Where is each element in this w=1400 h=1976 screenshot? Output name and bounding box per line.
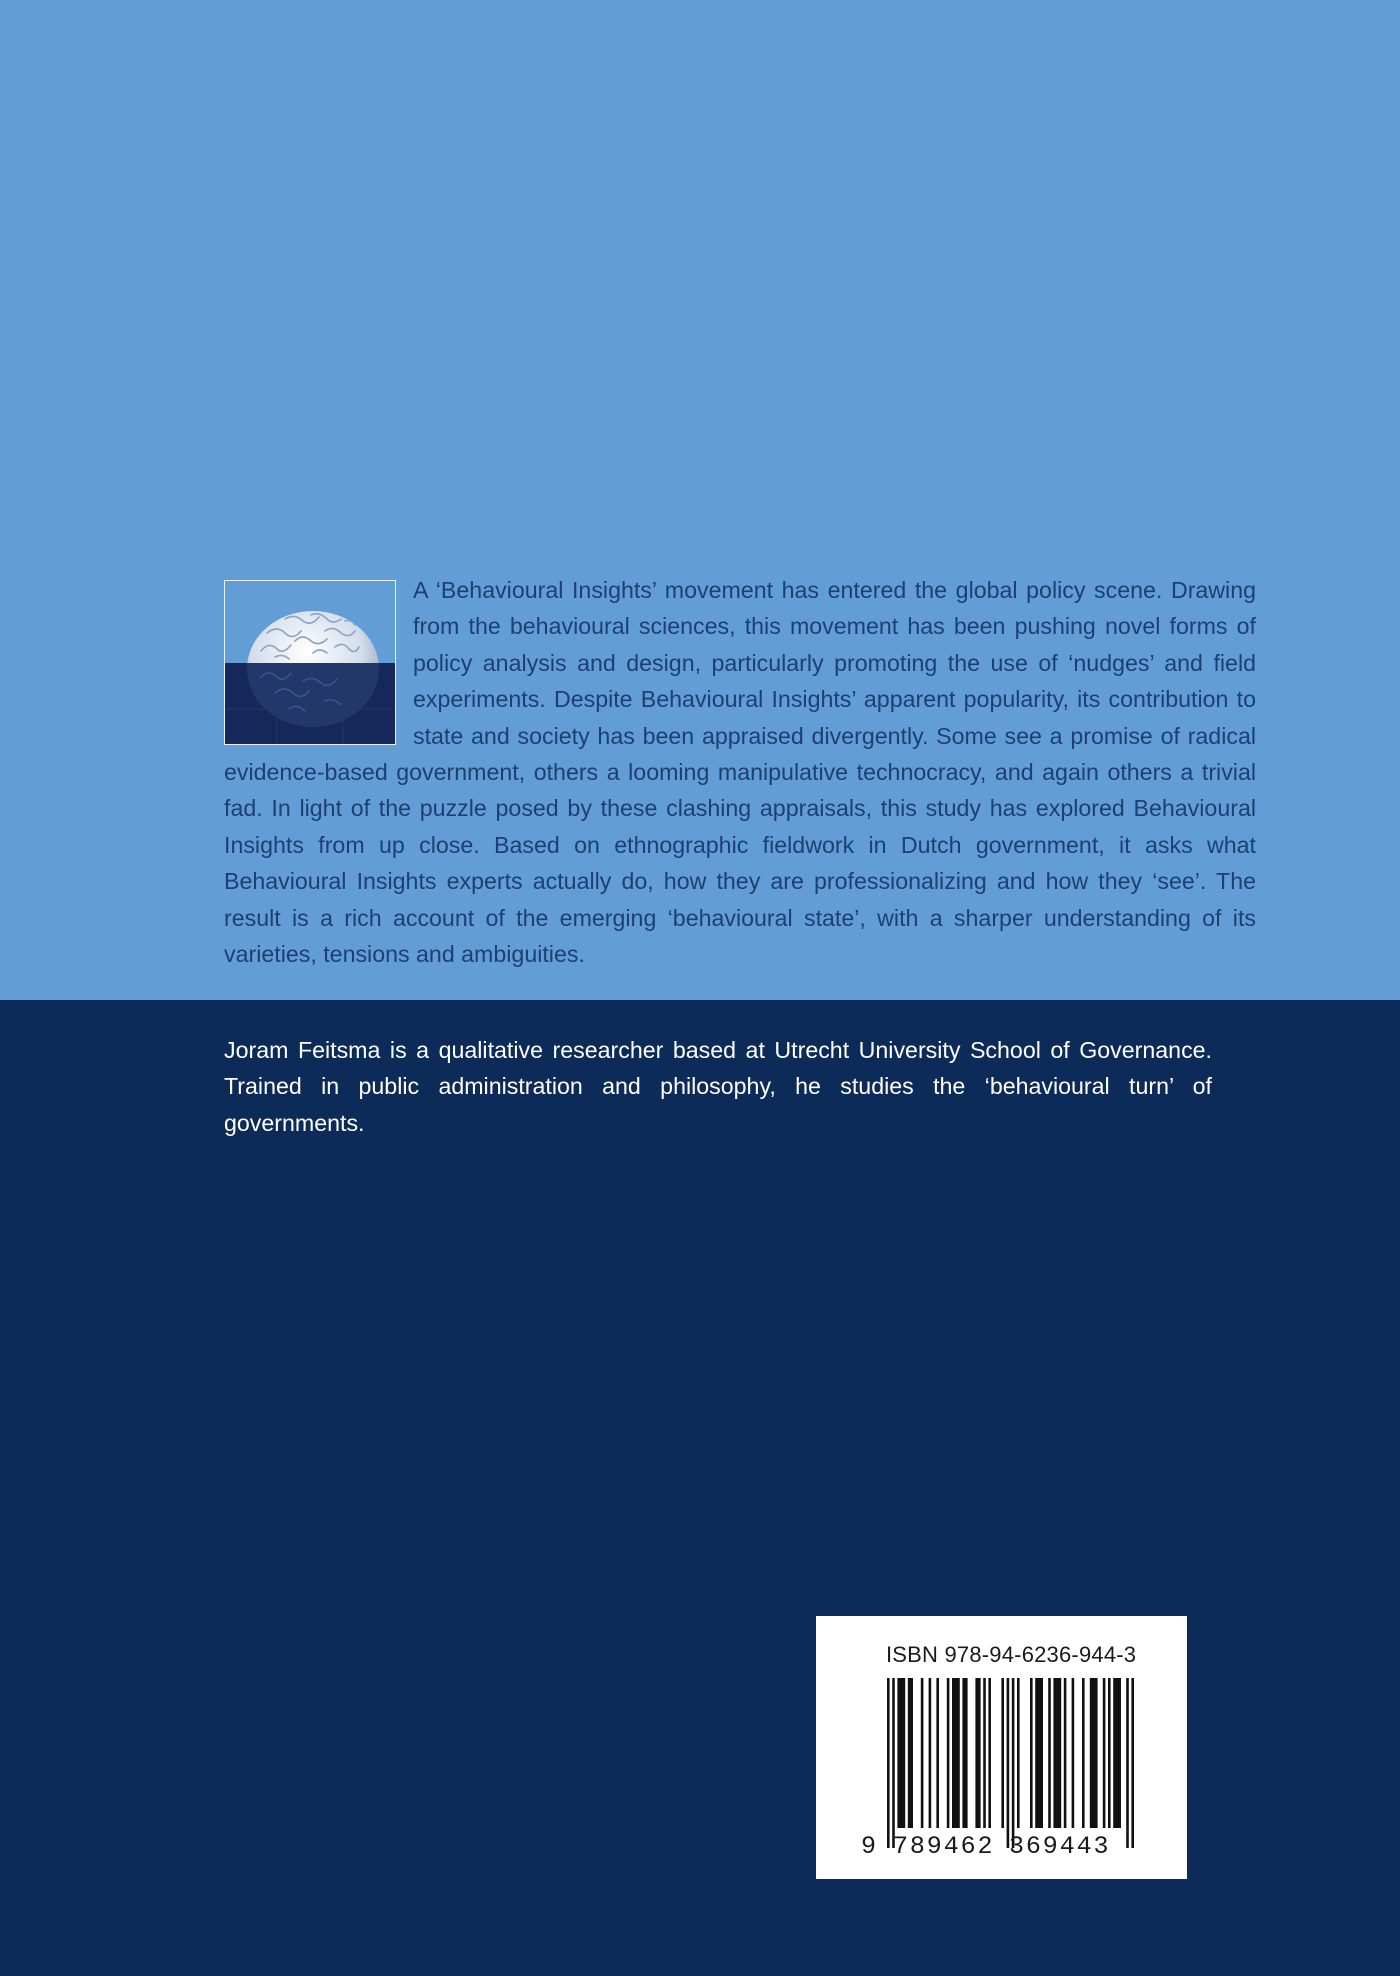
author-bio: Joram Feitsma is a qualitative researcher based at Utrecht University School of Governance. Trained in public administration and philosophy, he studies the ‘behavioural turn’ of governments.	[224, 1037, 1212, 1136]
barcode-bar	[947, 1678, 950, 1828]
brain-icon	[224, 580, 396, 745]
barcode-bar	[1082, 1678, 1085, 1828]
barcode-bar	[952, 1678, 960, 1828]
barcode-bar	[921, 1678, 924, 1828]
barcode-bar	[962, 1678, 967, 1828]
blurb-text: A ‘Behavioural Insights’ movement has entered the global policy scene. Drawing from the behavioural sciences, this movement has been pushing novel forms of policy analysis and design, particularly promoting the use of ‘nudges’ and field experiments. Despite Behavioural Insights’ apparent popularity, its contribution to state and society has been appraised divergently. Some see a promise of radical evidence-based government, others a looming manipulative technocracy, and again others a trivial fad. In light of the puzzle posed by these clashing appraisals, this study has explored Behavioural Insights from up close. Based on ethnographic fieldwork in Dutch government, it asks what Behavioural Insights experts actually do, how they are professionalizing and how they ‘see’. The result is a rich account of the emerging ‘behavioural state’, with a sharper understanding of its varieties, tensions and ambiguities.	[224, 577, 1256, 968]
barcode-left-digits: 789462	[893, 1832, 995, 1861]
barcode-right-digits: 369443	[1009, 1832, 1111, 1861]
bottom-panel	[0, 1000, 1400, 1976]
barcode-bar	[988, 1678, 991, 1828]
barcode-bar	[1012, 1678, 1015, 1848]
barcode-bar	[1103, 1678, 1106, 1828]
blurb-block	[224, 572, 1256, 972]
barcode-box	[816, 1616, 1187, 1879]
barcode-bar	[897, 1678, 905, 1828]
barcode-bar	[1048, 1678, 1051, 1828]
barcode-bar	[1035, 1678, 1043, 1828]
barcode-bar	[1113, 1678, 1121, 1828]
barcode-bar	[908, 1678, 913, 1828]
barcode-bar	[983, 1678, 986, 1828]
isbn-label: ISBN 978-94-6236-944-3	[886, 1642, 1137, 1667]
barcode-bar	[1001, 1678, 1004, 1828]
barcode-bar	[1072, 1678, 1075, 1828]
barcode-bar	[887, 1678, 890, 1848]
barcode-bar	[1064, 1678, 1067, 1828]
barcode-bar	[1007, 1678, 1010, 1848]
barcode-bar	[1126, 1678, 1129, 1848]
barcode-bar	[1053, 1678, 1061, 1828]
barcode-bar	[892, 1678, 895, 1848]
barcode-bar	[1017, 1678, 1020, 1828]
barcode-bar	[1090, 1678, 1098, 1828]
barcode-bar	[1131, 1678, 1134, 1848]
barcode-bar	[1108, 1678, 1111, 1828]
barcode-bar	[929, 1678, 932, 1828]
barcode-bar	[975, 1678, 980, 1828]
barcode-lead-digit: 9	[861, 1832, 877, 1861]
barcode-bar	[936, 1678, 939, 1828]
barcode-bar	[1030, 1678, 1033, 1828]
